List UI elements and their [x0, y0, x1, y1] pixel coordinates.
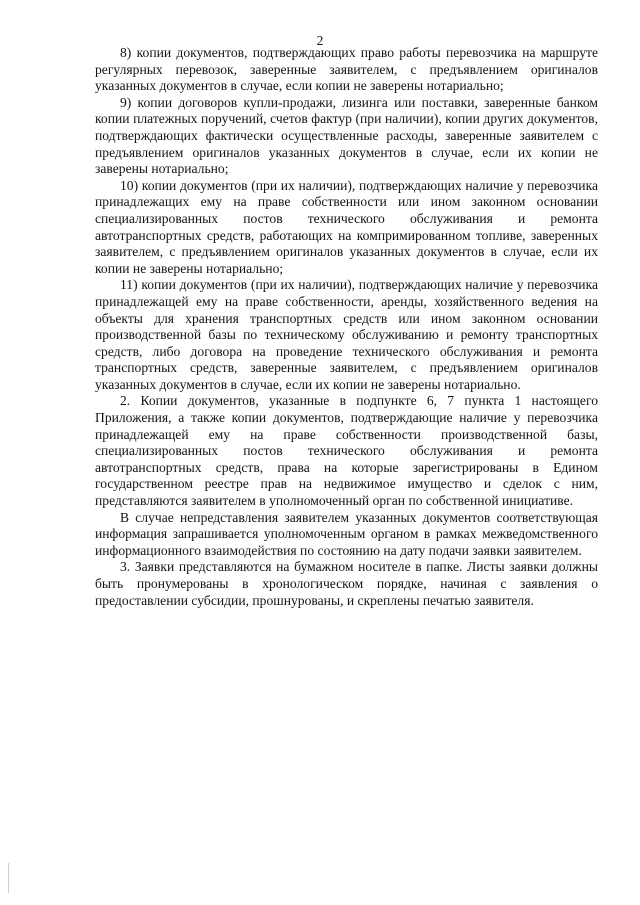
paragraph-section-3: 3. Заявки представляются на бумажном носителе в папке. Листы заявки должны быть пронумерованы в хронологическом порядке, начиная с заявления о предоставлении субсидии, прошнурованы, и скреплены печатью заявителя. — [95, 559, 598, 608]
paragraph-section-2: 2. Копии документов, указанные в подпункте 6, 7 пункта 1 настоящего Приложения, а также копии документов, подтверждающие наличие у перевозчика принадлежащей ему на праве собственности производственной базы, специализированных постов технического обслуживания и ремонта автотранспортных средств, права на которые зарегистрированы в Едином государственном реестре прав на недвижимое имущество и сделок с ним, представляются заявителем в уполномоченный орган по собственной инициативе. — [95, 393, 598, 509]
document-body — [95, 45, 598, 609]
page-number: 2 — [316, 33, 324, 48]
paragraph-item-8: 8) копии документов, подтверждающих право работы перевозчика на маршруте регулярных перевозок, заверенные заявителем, с предъявлением оригиналов указанных документов в случае, если копии не заверены нотариально; — [95, 45, 598, 94]
scan-edge-mark — [8, 863, 9, 893]
paragraph-item-9: 9) копии договоров купли-продажи, лизинга или поставки, заверенные банком копии платежных поручений, счетов фактур (при наличии), копии других документов, подтверждающих фактически осуществленные расходы, заверенные заявителем с предъявлением оригиналов указанных документов в случае, если их копии не заверены нотариально; — [95, 94, 598, 177]
paragraph-item-10: 10) копии документов (при их наличии), подтверждающих наличие у перевозчика принадлежащих ему на праве собственности или ином законном основании специализированных постов технического обслуживания и ремонта автотранспортных средств, работающих на компримированном топливе, заверенных заявителем, с предъявлением оригиналов указанных документов в случае, если их копии не заверены нотариально; — [95, 177, 598, 276]
paragraph-section-2-continued: В случае непредставления заявителем указанных документов соответствующая информация запрашивается уполномоченным органом в рамках межведомственного информационного взаимодействия по состоянию на дату подачи заявки заявителем. — [95, 509, 598, 558]
paragraph-item-11: 11) копии документов (при их наличии), подтверждающих наличие у перевозчика принадлежащей ему на праве собственности, аренды, хозяйственного ведения на объекты для хранения транспортных средств или ином законном основании производственной базы по техническому обслуживанию и ремонту транспортных средств, либо договора на проведение технического обслуживания и ремонта транспортных средств, заверенные заявителем, с предъявлением оригиналов указанных документов в случае, если их копии не заверены нотариально. — [95, 277, 598, 392]
